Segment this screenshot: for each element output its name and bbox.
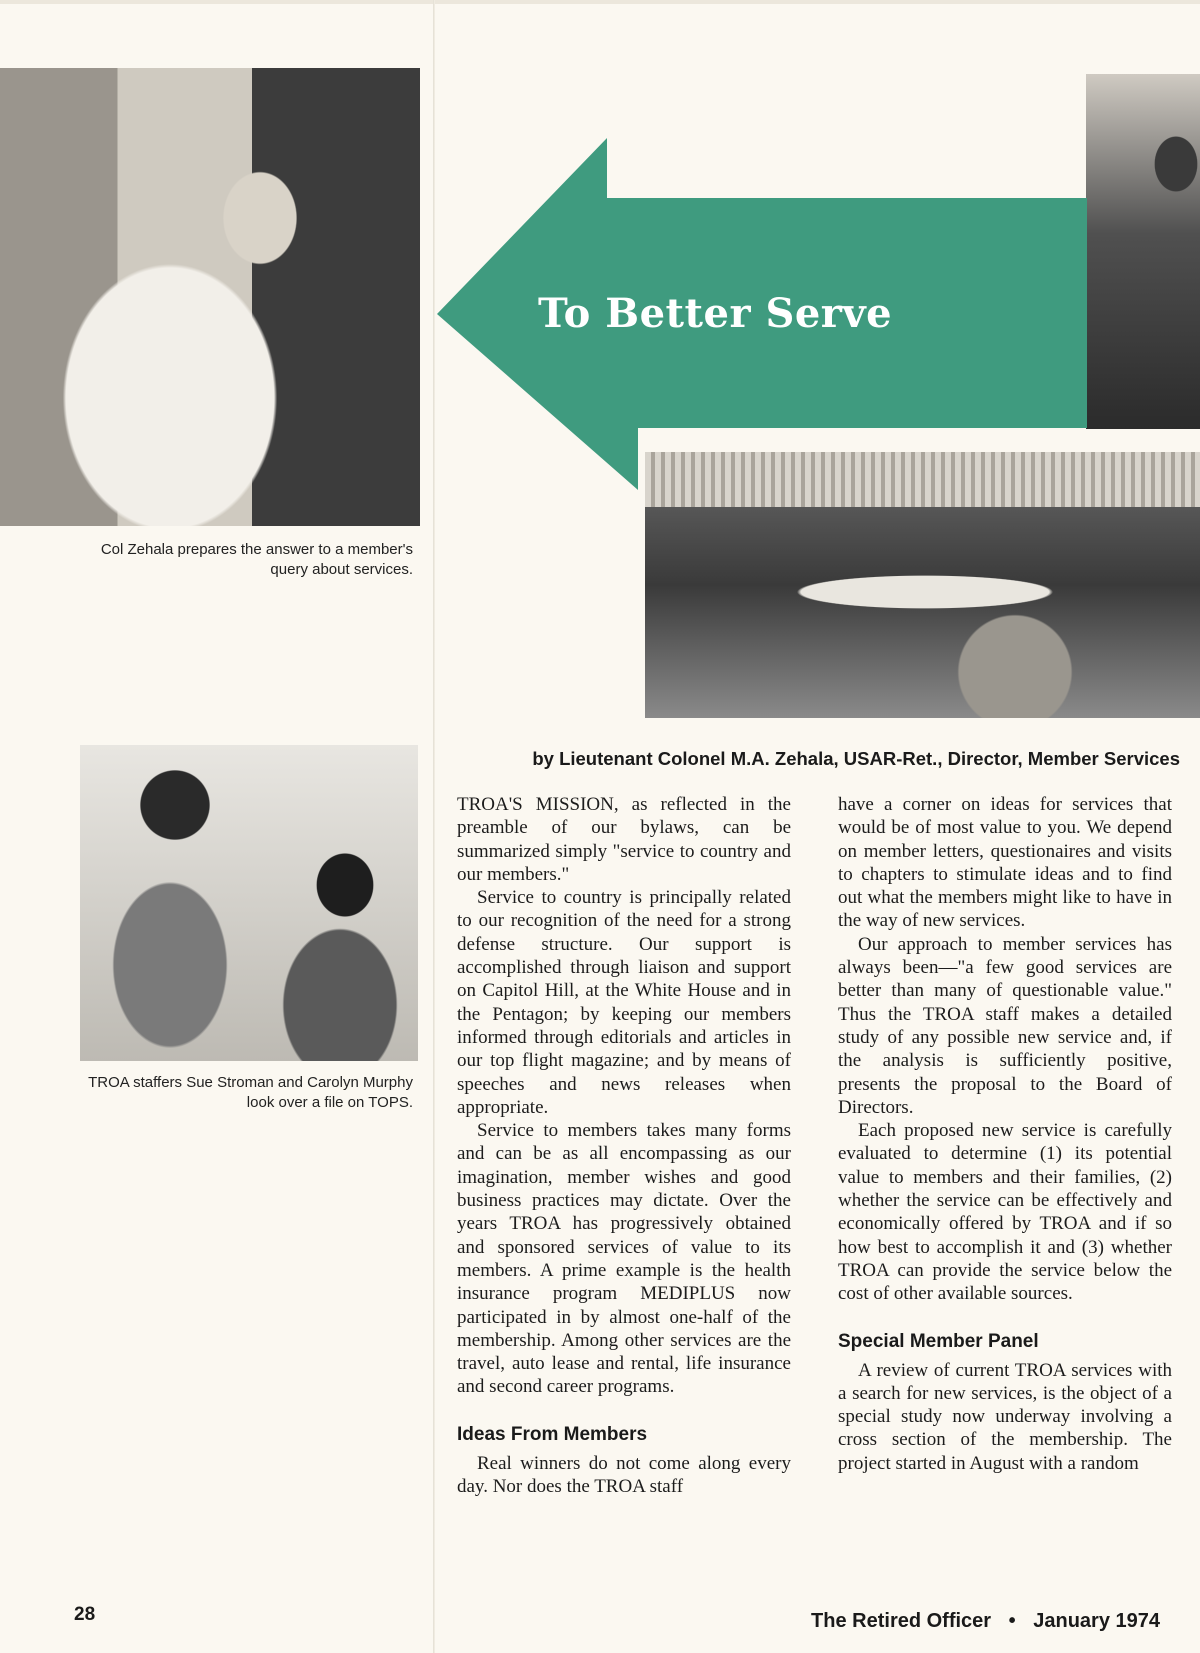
issue-date: January 1974: [1033, 1610, 1160, 1632]
photo-seated-man: [1086, 74, 1200, 429]
caption-photo-1: Col Zehala prepares the answer to a member's query about services.: [100, 541, 413, 578]
paragraph: have a corner on ideas for services that would be of most value to you. We depend on member letters, questionaires and visits to chapters to stimulate ideas and to find out what the members might like to have in the way of new services.: [838, 794, 1172, 932]
page-top-edge: [0, 0, 1200, 4]
section-heading: Special Member Panel: [838, 1330, 1039, 1352]
paragraph: TROA'S MISSION, as reflected in the preamble of our bylaws, can be summarized simply "service to country and our members.": [457, 794, 791, 885]
running-footer: [760, 1610, 1160, 1633]
photo-meeting-table: [645, 452, 1200, 718]
publication-name: The Retired Officer: [811, 1610, 992, 1632]
text-column-1: [457, 793, 791, 1498]
text-column-2: [838, 793, 1172, 1475]
paragraph: A review of current TROA services with a search for new services, is the object of a special study now underway involving a cross section of the membership. The project started in August with a random: [838, 1359, 1172, 1474]
paragraph: Our approach to member services has always been—"a few good services are better than many of questionable value." Thus the TROA staff makes a detailed study of any possible new service and, if the analysis is sufficiently positive, presents the proposal to the Board of Directors.: [838, 933, 1172, 1118]
section-heading: Ideas From Members: [457, 1423, 648, 1445]
page-fold: [433, 0, 435, 1653]
caption-photo-2: TROA staffers Sue Stroman and Carolyn Murphy look over a file on TOPS.: [88, 1074, 413, 1111]
footer-separator: •: [1008, 1610, 1016, 1632]
byline: by Lieutenant Colonel M.A. Zehala, USAR-Ret., Director, Member Services: [532, 748, 1180, 769]
paragraph: Real winners do not come along every day. Nor does the TROA staff: [457, 1452, 791, 1498]
paragraph: Service to country is principally related to our recognition of the need for a strong defense structure. Our support is accomplished through liaison and support on Capitol Hill, at the White House and in the Pentagon; by keeping our members informed through editorials and articles in our top flight magazine; and by means of speeches and news releases when appropriate.: [457, 887, 791, 1118]
article-title: To Better Serve: [538, 290, 893, 337]
photo-staffers-reviewing-file: [80, 745, 418, 1061]
paragraph: Each proposed new service is carefully evaluated to determine (1) its potential value to members and their families, (2) whether the service can be effectively and economically offered by TROA and if so how best to accomplish it and (3) whether TROA can provide the service below the cost of other available sources.: [838, 1120, 1172, 1305]
paragraph: Service to members takes many forms and can be as all encompassing as our imagination, member wishes and good business practices may dictate. Over the years TROA has progressively obtained and sponsored services of value to its members. A prime example is the health insurance program MEDIPLUS now participated in by almost one-half of the membership. Among other services are the travel, auto lease and rental, life insurance and second career programs.: [457, 1120, 791, 1398]
photo-zehala-at-desk: [0, 68, 420, 526]
page-number: 28: [74, 1604, 96, 1625]
